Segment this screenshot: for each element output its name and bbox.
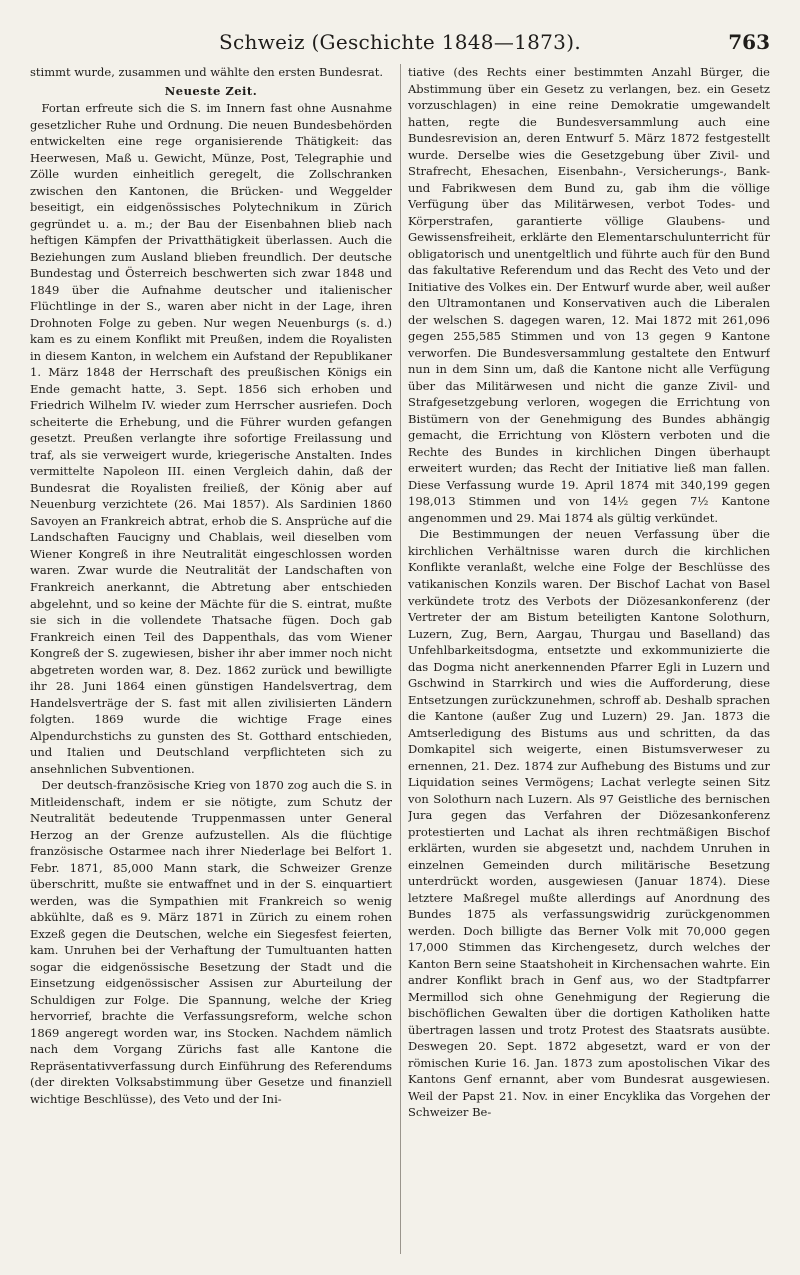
column-divider [400, 64, 401, 1254]
header-title: Schweiz (Geschichte 1848—1873). [219, 30, 581, 54]
paragraph: Die Bestimmungen der neuen Verfassung über die kirchlichen Verhältnisse waren durch die kirchlichen Konflikte veranlaßt, welche eine Folge der Beschlüsse des vatikanischen Konzils waren. Der Bischof Lachat von Basel verkündete trotz des Verbots der Diözesankonferenz (der Vertreter der am Bistum beteiligten Kantone Solothurn, Luzern, Zug, Bern, Aargau, Thurgau und Baselland) das Unfehlbarkeitsdogma, entsetzte und exkommunizierte die das Dogma nicht anerkennenden Pfarrer Egli in Luzern und Gschwind in Starrkirch und wies die Aufforderung, diese Entsetzungen zurückzunehmen, schroff ab. Deshalb sprachen die Kantone (außer Zug und Luzern) 29. Jan. 1873 die Amtserledigung des Bistums aus und schritten, da das Domkapitel sich weigerte, einen Bistumsverweser zu ernennen, 21. Dez. 1874 zur Aufhebung des Bistums und zur Liquidation seines Vermögens; Lachat verlegte seinen Sitz von Solothurn nach Luzern. Als 97 Geistliche des bernischen Jura gegen das Verfahren der Diözesankonferenz protestierten und Lachat als ihren rechtmäßigen Bischof erklärten, wurden sie abgesetzt und, nachdem Unruhen in einzelnen Gemeinden durch militärische Besetzung unterdrückt worden, ausgewiesen (Januar 1874). Diese letztere Maßregel mußte allerdings auf Anordnung des Bundes 1875 als verfassungswidrig zurückgenommen werden. Doch billigte das Berner Volk mit 70,000 gegen 17,000 Stimmen das Kirchengesetz, durch welches der Kanton Bern seine Staatshoheit in Kirchensachen wahrte. Ein andrer Konflikt brach in Genf aus, wo der Stadtpfarrer Mermillod sich ohne Genehmigung der Regierung die bischöflichen Gewalten über die dortigen Katholiken hatte übertragen lassen und trotz Protest des Staatsrats ausübte. Deswegen 20. Sept. 1872 abgesetzt, ward er von der römischen Kurie 16. Jan. 1873 zum apostolischen Vikar des Kantons Genf ernannt, aber vom Bundesrat ausgewiesen. Weil der Papst 21. Nov. in einer Encyklika das Vorgehen der Schweizer Be- [408, 527, 770, 1120]
paragraph: tiative (des Rechts einer bestimmten Anzahl Bürger, die Abstimmung über ein Gesetz zu verlangen, bez. ein Gesetz vorzuschlagen) in eine reine Demokratie umgewandelt hatten, regte die Bundesversammlung auch eine Bundesrevision an, deren Entwurf 5. März 1872 festgestellt wurde. Derselbe wies die Gesetzgebung über Zivil- und Strafrecht, Ehesachen, Eisenbahn-, Versicherungs-, Bank- und Fabrikwesen dem Bund zu, gab ihm die völlige Verfügung über das Militärwesen, verbot Todes- und Körperstrafen, garantierte völlige Glaubens- und Gewissensfreiheit, erklärte den Elementarschulunterricht für obligatorisch und unentgeltlich und führte auch für den Bund das fakultative Referendum und das Recht des Veto und der Initiative des Volkes ein. Der Entwurf wurde aber, weil außer den Ultramontanen und Konservativen auch die Liberalen der welschen S. dagegen waren, 12. Mai 1872 mit 261,096 gegen 255,585 Stimmen und von 13 gegen 9 Kantone verworfen. Die Bundesversammlung gestaltete den Entwurf nun in dem Sinn um, daß die Kantone nicht alle Verfügung über das Militärwesen und nicht die ganze Zivil- und Strafgesetzgebung verloren, wogegen die Errichtung von Bistümern von der Genehmigung des Bundes abhängig gemacht, die Errichtung von Klöstern verboten und die Rechte des Bundes in kirchlichen Dingen überhaupt erweitert wurden; das Recht der Initiative ließ man fallen. Diese Verfassung wurde 19. April 1874 mit 340,199 gegen 198,013 Stimmen und von 14½ gegen 7½ Kantone angenommen und 29. Mai 1874 als gültig verkündet. [408, 65, 770, 525]
section-heading: Neueste Zeit. [164, 83, 258, 98]
paragraph: Der deutsch-französische Krieg von 1870 zog auch die S. in Mitleidenschaft, indem er sie nötigte, zum Schutz der Neutralität bedeutende Truppenmassen unter General Herzog an der Grenze aufzustellen. Als die flüchtige französische Ostarmee nach ihrer Niederlage bei Belfort 1. Febr. 1871, 85,000 Mann stark, die Schweizer Grenze überschritt, mußte sie entwaffnet und in der S. einquartiert werden, was die Sympathien mit Frankreich so wenig abkühlte, daß es 9. März 1871 in Zürich zu einem rohen Exzeß gegen die Deutschen, welche ein Siegesfest feierten, kam. Unruhen bei der Verhaftung der Tumultuanten hatten sogar die eidgenössische Besetzung der Stadt und die Einsetzung eidgenössischer Assisen zur Aburteilung der Schuldigen zur Folge. Die Spannung, welche der Krieg hervorrief, brachte die Verfassungsreform, welche schon 1869 angeregt worden war, ins Stocken. Nachdem nämlich nach dem Vorgang Zürichs fast alle Kantone die Repräsentativverfassung durch Einführung des Referendums (der direkten Volksabstimmung über Gesetze und finanziell wichtige Beschlüsse), des Veto und der Ini- [30, 778, 392, 1106]
paragraph: Fortan erfreute sich die S. im Innern fast ohne Ausnahme gesetzlicher Ruhe und Ordnung. Die neuen Bundesbehörden entwickelten eine rege organisierende Thätigkeit: das Heerwesen, Maß u. Gewicht, Münze, Post, Telegraphie und Zölle wurden einheitlich geregelt, die Zollschranken zwischen den Kantonen, die Brücken- und Weggelder beseitigt, ein eidgenössisches Polytechnikum in Zürich gegründet u. a. m.; der Bau der Eisenbahnen blieb nach heftigen Kämpfen der Privatthätigkeit überlassen. Auch die Beziehungen zum Ausland blieben freundlich. Der deutsche Bundestag und Österreich beschwerten sich zwar 1848 und 1849 über die Aufnahme deutscher und italienischer Flüchtlinge in der S., waren aber nicht in der Lage, ihren Drohnoten Folge zu geben. Nur wegen Neuenburgs (s. d.) kam es zu einem Konflikt mit Preußen, indem die Royalisten in diesem Kanton, in welchem ein Aufstand der Republikaner 1. März 1848 der Herrschaft des preußischen Königs ein Ende gemacht hatte, 3. Sept. 1856 sich erhoben und Friedrich Wilhelm IV. wieder zum Herrscher ausriefen. Doch scheiterte die Erhebung, und die Führer wurden gefangen gesetzt. Preußen verlangte ihre sofortige Freilassung und traf, als sie verweigert wurde, kriegerische Anstalten. Indes vermittelte Napoleon III. einen Vergleich dahin, daß der Bundesrat die Royalisten freiließ, der König aber auf Neuenburg verzichtete (26. Mai 1857). Als Sardinien 1860 Savoyen an Frankreich abtrat, erhob die S. Ansprüche auf die Landschaften Faucigny und Chablais, weil dieselben vom Wiener Kongreß in ihre Neutralität eingeschlossen worden waren. Zwar wurde die Neutralität der Landschaften von Frankreich anerkannt, die Abtretung aber entschieden abgelehnt, und so keine der Mächte für die S. eintrat, mußte sie sich in die vollendete Thatsache fügen. Doch gab Frankreich einen Teil des Dappenthals, das vom Wiener Kongreß der S. zugewiesen, bisher ihr aber immer noch nicht abgetreten worden war, 8. Dez. 1862 zurück und bewilligte ihr 28. Juni 1864 einen günstigen Handelsvertrag, dem Handelsverträge der S. fast mit allen zivilisierten Ländern folgten. 1869 wurde die wichtige Frage eines Alpendurchstichs zu gunsten des St. Gotthard entschieden, und Italien und Deutschland verpflichteten sich zu ansehnlichen Subventionen. [30, 101, 392, 776]
running-header [0, 30, 800, 60]
left-column [30, 64, 392, 1264]
paragraph: stimmt wurde, zusammen und wählte den ersten Bundesrat. [30, 65, 383, 79]
right-column [408, 64, 770, 1264]
page-number: 763 [728, 30, 770, 54]
